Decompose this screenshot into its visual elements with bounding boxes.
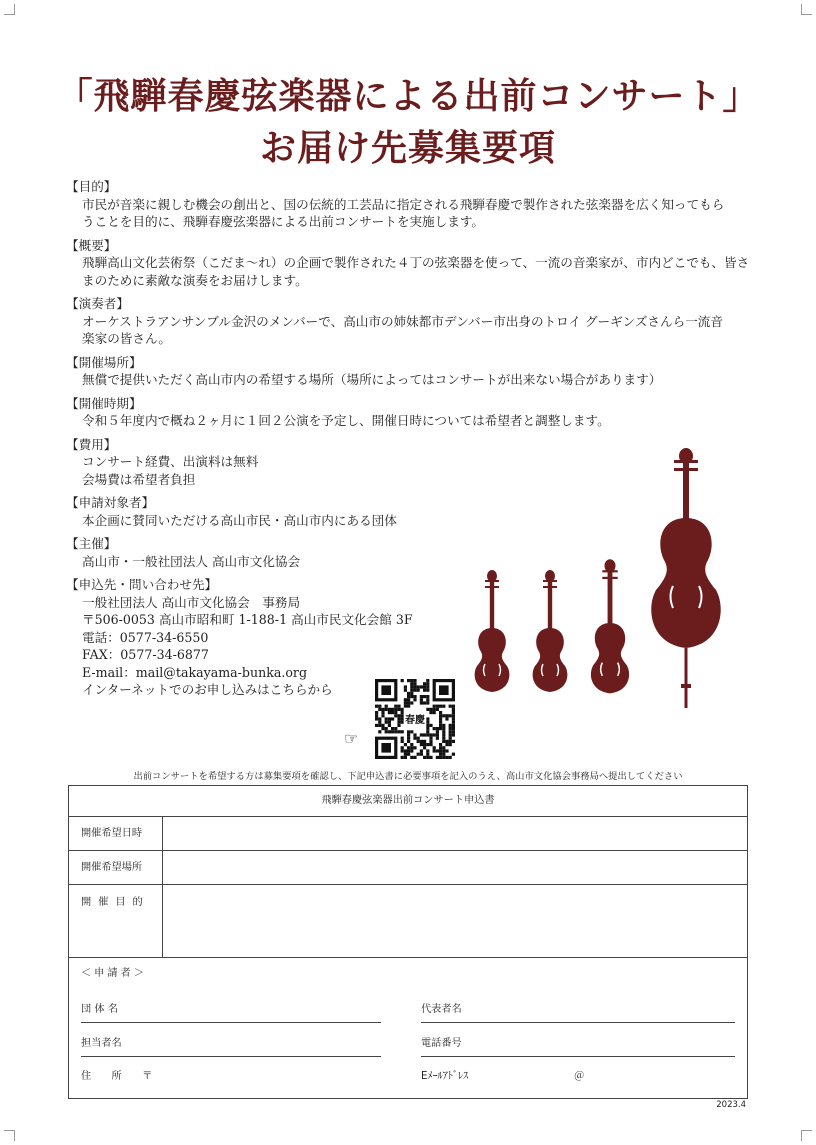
page-title: 「飛騨春慶弦楽器による出前コンサート」 xyxy=(56,76,760,117)
section-line: 楽家の皆さん。 xyxy=(82,331,171,346)
group-name-label: 団 体 名 xyxy=(81,1004,119,1015)
section-purpose xyxy=(66,178,756,231)
submission-note: 出前コンサートを希望する方は募集要項を確認し、下記申込書に必要事項を記入のうえ、高山市文化協会事務局へ提出してください xyxy=(133,771,683,782)
section-line: 飛騨高山文化芸術祭（こだま〜れ）の企画で製作された４丁の弦楽器を使って、一流の音楽家が、市内どこでも、皆さ xyxy=(82,255,750,270)
section-line: 市民が音楽に親しむ機会の創出と、国の伝統的工芸品に指定される飛騨春慶で製作された弦楽器を広く知ってもら xyxy=(82,196,725,212)
section-heading: 【申請対象者】 xyxy=(66,495,155,510)
violin-1 xyxy=(475,570,510,692)
crop-mark xyxy=(4,4,15,15)
section-period xyxy=(66,395,756,430)
phone-line[interactable] xyxy=(421,1056,735,1057)
violin-2 xyxy=(533,570,568,692)
applicant-heading: ＜申請者＞ xyxy=(81,968,147,979)
qr-center-label: 春慶 xyxy=(405,715,425,727)
form-label: 開催目的 xyxy=(69,885,163,957)
contact-email-link[interactable]: E-mail：mail@takayama-bunka.org xyxy=(82,664,308,680)
representative-label: 代表者名 xyxy=(421,1004,462,1015)
section-line: 無償で提供いただく高山市内の希望する場所（場所によってはコンサートが出来ない場合があります） xyxy=(82,372,662,387)
page-subtitle: お届け先募集要項 xyxy=(259,128,556,169)
viola xyxy=(591,559,629,693)
form-title: 飛騨春慶弦楽器出前コンサート申込書 xyxy=(69,786,747,817)
section-line: 会場費は希望者負担 xyxy=(82,471,196,487)
at-symbol: ＠ xyxy=(574,1071,585,1082)
contact-person-line[interactable] xyxy=(81,1056,381,1057)
section-performers xyxy=(66,295,756,348)
representative-line[interactable] xyxy=(421,1022,735,1023)
contact-phone: 電話：0577-34-6550 xyxy=(82,629,209,645)
group-name-line[interactable] xyxy=(81,1022,381,1023)
form-row-purpose[interactable] xyxy=(69,885,747,958)
section-line: 令和５年度内で概ね２ヶ月に１回２公演を予定し、開催日時については希望者と調整します。 xyxy=(82,413,610,428)
phone-label: 電話番号 xyxy=(421,1038,462,1049)
cello xyxy=(651,448,720,708)
section-line: コンサート経費、出演料は無料 xyxy=(82,454,259,469)
section-line: まのために素敵な演奏をお届けします。 xyxy=(82,272,308,288)
contact-address: 〒506-0053 高山市昭和町 1-188-1 高山市民文化会館 3F xyxy=(82,612,413,627)
section-line: オーケストラアンサンブル金沢のメンバーで、高山市の姉妹都市デンバー市出身のトロイ グーギンズさんら一流音 xyxy=(82,313,723,329)
qr-code[interactable] xyxy=(374,679,456,759)
section-line: 本企画に賛同いただける高山市民・高山市内にある団体 xyxy=(82,512,397,528)
section-heading: 【目的】 xyxy=(66,179,117,194)
section-heading: 【演奏者】 xyxy=(66,296,129,311)
contact-fax: FAX：0577-34-6877 xyxy=(82,647,209,662)
section-line: うことを目的に、飛騨春慶弦楽器による出前コンサートを実施します。 xyxy=(82,214,484,229)
section-heading: 【開催場所】 xyxy=(66,354,142,370)
section-heading: 【開催時期】 xyxy=(66,395,142,411)
form-label: 開催希望日時 xyxy=(69,817,163,850)
email-label: Eﾒｰﾙｱﾄﾞﾚｽ xyxy=(421,1071,469,1082)
qr-code-graphic xyxy=(374,679,456,759)
pointing-hand-icon: ☞ xyxy=(344,729,359,748)
form-row-place[interactable] xyxy=(69,851,747,885)
section-venue xyxy=(66,354,756,389)
section-heading: 【申込先・問い合わせ先】 xyxy=(66,577,218,592)
crop-mark xyxy=(4,1130,15,1141)
contact-person-label: 担当者名 xyxy=(81,1038,122,1049)
crop-mark xyxy=(801,1130,812,1141)
contact-org: 一般社団法人 高山市文化協会 事務局 xyxy=(82,594,301,610)
online-application-text: インターネットでのお申し込みはこちらから xyxy=(82,682,333,697)
crop-mark xyxy=(801,4,812,15)
string-instruments-illustration xyxy=(462,448,752,718)
section-overview xyxy=(66,237,756,290)
section-heading: 【概要】 xyxy=(66,237,117,253)
section-heading: 【主催】 xyxy=(66,536,117,551)
issue-date: 2023.4 xyxy=(716,1100,746,1110)
application-form xyxy=(68,785,748,1099)
form-row-date[interactable] xyxy=(69,817,747,851)
section-heading: 【費用】 xyxy=(66,436,117,452)
form-label: 開催希望場所 xyxy=(69,851,163,884)
section-line: 高山市・一般社団法人 高山市文化協会 xyxy=(82,553,301,569)
address-label: 住 所 〒 xyxy=(81,1071,153,1082)
